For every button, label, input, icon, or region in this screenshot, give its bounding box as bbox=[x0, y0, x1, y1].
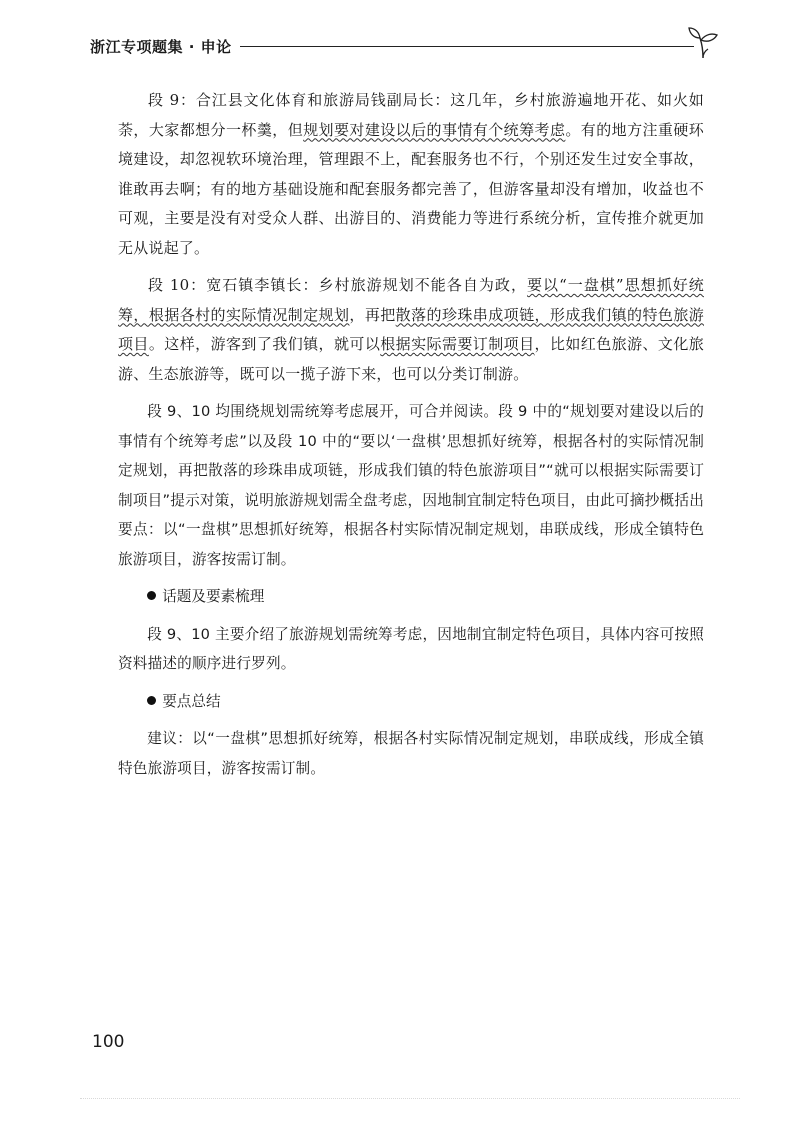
paragraph-10-underline-1: 要以“一盘棋”思想抓好统筹，根据各村的实际情况制定规划 bbox=[118, 276, 704, 324]
paragraph-10-text-3: 。这样，游客到了我们镇，就可以 bbox=[148, 335, 381, 353]
paragraph-10-underline-2: 散落的珍珠串成项链，形成我们镇的特色旅游项目 bbox=[118, 305, 704, 353]
summary-heading bbox=[118, 687, 704, 717]
paragraph-10-underline-3: 根据实际需要订制项目 bbox=[380, 335, 535, 353]
paragraph-9 bbox=[118, 86, 704, 263]
paragraph-10 bbox=[118, 271, 704, 389]
paragraph-10-text: 段 10：宽石镇李镇长：乡村旅游规划不能各自为政， bbox=[148, 276, 528, 294]
bullet-icon bbox=[147, 591, 156, 600]
paragraph-9-text-2: 。有的地方注重硬环境建设，却忽视软环境治理，管理跟不上，配套服务也不行，个别还发生过安全事故，谁敢再去啊；有的地方基础设施和配套服务都完善了，但游客量却没有增加，收益也不可观，主要是没有对受众人群、出游目的、消费能力等进行系统分析，宣传推介就更加无从说起了。 bbox=[118, 120, 704, 257]
summary-heading-text: 要点总结 bbox=[162, 692, 221, 710]
header-title: 浙江专项题集 · 申论 bbox=[90, 38, 232, 56]
bullet-icon bbox=[147, 696, 156, 705]
paragraph-10-text-4: ，比如红色旅游、文化旅游、生态旅游等，既可以一揽子游下来，也可以分类订制游。 bbox=[118, 335, 704, 383]
topic-heading-text: 话题及要素梳理 bbox=[162, 588, 265, 605]
analysis-paragraph: 段 9、10 均围绕规划需统筹考虑展开，可合并阅读。段 9 中的“规划要对建设以后的事情有个统筹考虑”以及段 10 中的“要以‘一盘棋’思想抓好统筹，根据各村的实际情况制定规划，再把散落的珍珠串成项链，形成我们镇的特色旅游项目”“就可以根据实际需要订制项目”提示对策，说明旅游规划需全盘考虑，因地制宜制定特色项目，由此可摘抄概括出要点：以“一盘棋”思想抓好统筹，根据各村实际情况制定规划，串联成线，形成全镇特色旅游项目，游客按需订制。 bbox=[118, 403, 704, 568]
scan-artifact bbox=[80, 1098, 740, 1105]
paragraph-9-underline: 规划要对建设以后的事情有个统筹考虑 bbox=[303, 120, 566, 139]
topic-heading bbox=[118, 582, 704, 612]
page-number: 100 bbox=[92, 1032, 125, 1052]
paragraph-9-text: 段 9：合江县文化体育和旅游局钱副局长：这几年，乡村旅游遍地开花、如火如荼，大家都想分一杯羹，但 bbox=[118, 91, 704, 139]
header-rule bbox=[240, 46, 694, 47]
paragraph-10-text-2: ，再把 bbox=[349, 305, 396, 324]
page-content bbox=[118, 86, 704, 791]
summary-paragraph: 建议：以“一盘棋”思想抓好统筹，根据各村实际情况制定规划，串联成线，形成全镇特色旅游项目，游客按需订制。 bbox=[118, 730, 704, 777]
topic-paragraph: 段 9、10 主要介绍了旅游规划需统筹考虑，因地制宜制定特色项目，具体内容可按照资料描述的顺序进行罗列。 bbox=[118, 625, 704, 672]
running-header bbox=[90, 24, 714, 60]
sprout-icon bbox=[686, 24, 720, 60]
